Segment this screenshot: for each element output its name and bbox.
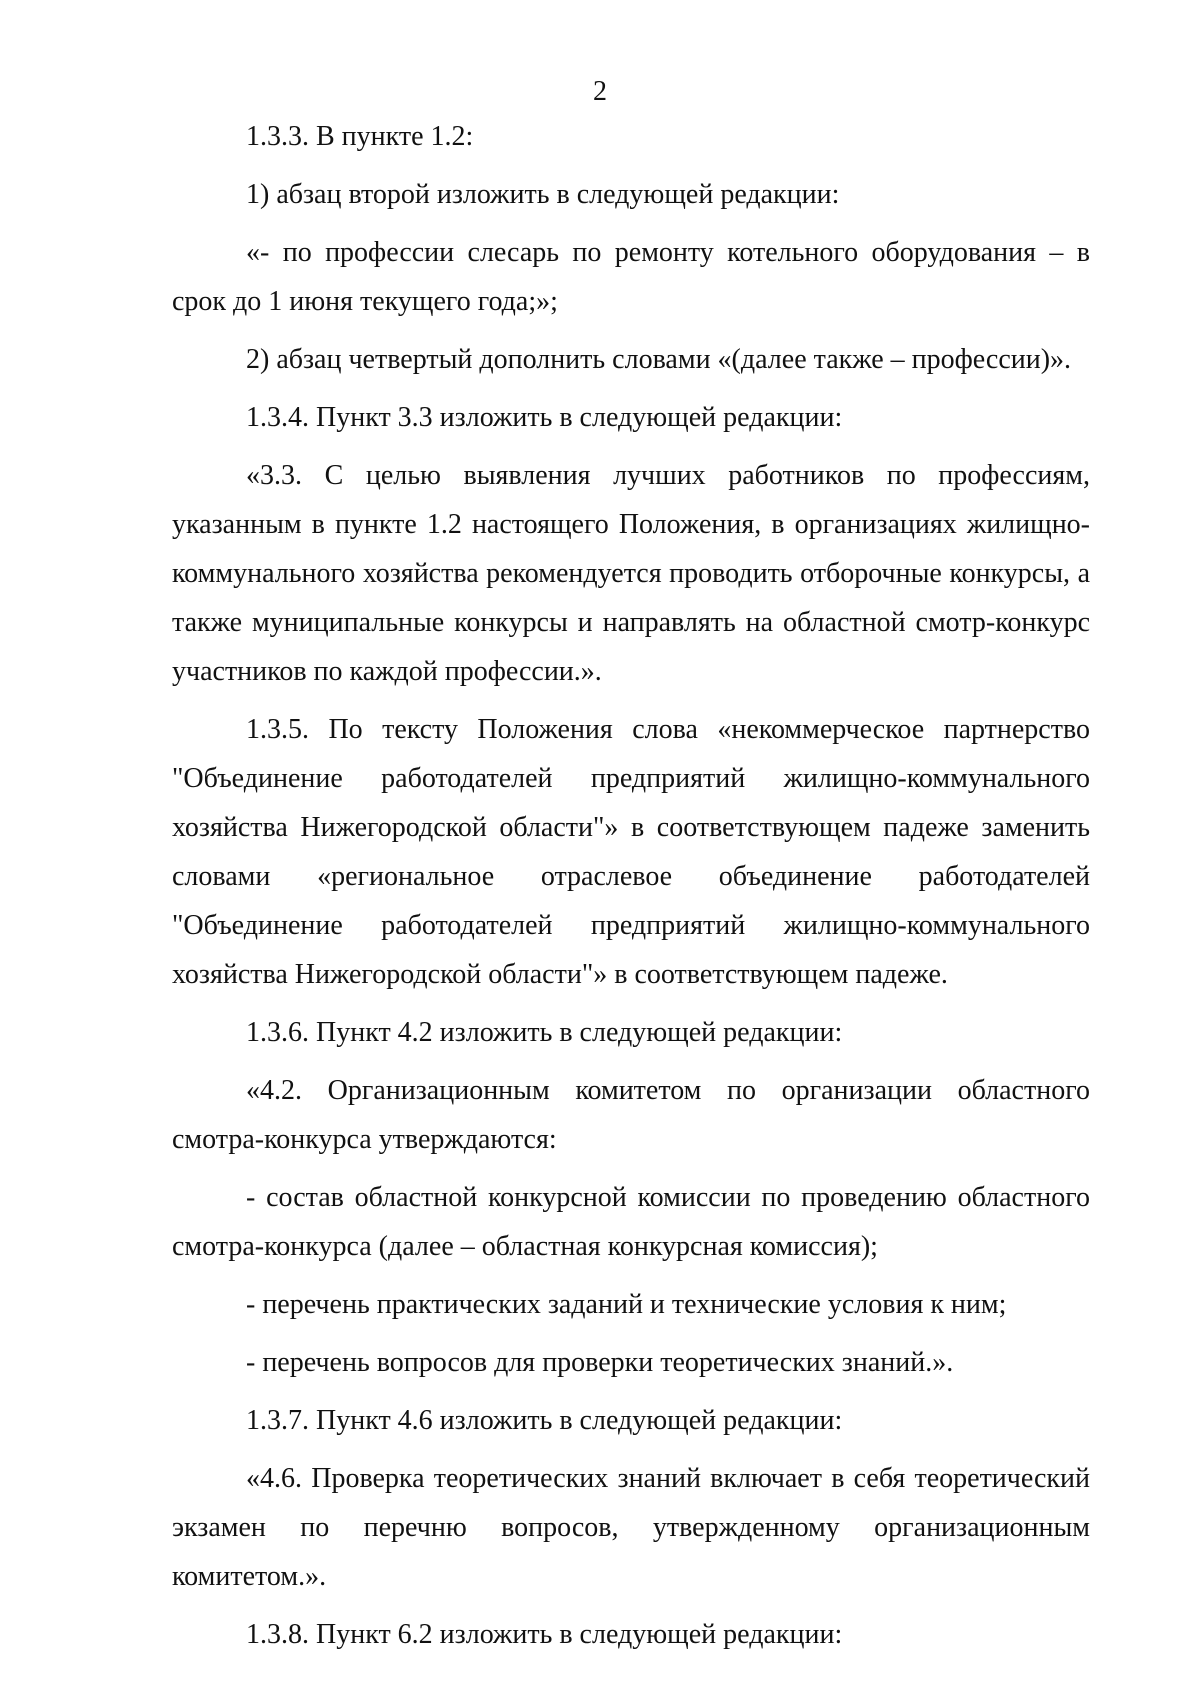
- paragraph-quote-4-2: «4.2. Организационным комитетом по организации областного смотра-конкурса утверждаются:: [172, 1075, 1090, 1155]
- paragraph-list-practical-tasks: - перечень практических заданий и технические условия к ним;: [246, 1289, 1007, 1320]
- paragraph-quote-3-3: «3.3. С целью выявления лучших работников по профессиям, указанным в пункте 1.2 настоящего Положения, в организациях жилищно-коммунального хозяйства рекомендуется проводить отборочные конкурсы, а также муниципальные конкурсы и направлять на областной смотр-конкурс участников по каждой профессии.».: [172, 460, 1090, 687]
- paragraph-1-3-3: 1.3.3. В пункте 1.2:: [246, 121, 474, 152]
- paragraph-item-1: 1) абзац второй изложить в следующей редакции:: [246, 179, 840, 210]
- paragraph-1-3-5: 1.3.5. По тексту Положения слова «некоммерческое партнерство "Объединение работодателей предприятий жилищно-коммунального хозяйства Нижегородской области"» в соответствующем падеже заменить словами «региональное отраслевое объединение работодателей "Объединение работодателей предприятий жилищно-коммунального хозяйства Нижегородской области"» в соответствующем падеже.: [172, 714, 1090, 990]
- paragraph-quote-4-6: «4.6. Проверка теоретических знаний включает в себя теоретический экзамен по перечню вопросов, утвержденному организационным комитетом.».: [172, 1463, 1090, 1592]
- paragraph-1-3-6: 1.3.6. Пункт 4.2 изложить в следующей редакции:: [246, 1017, 843, 1048]
- paragraph-1-3-8: 1.3.8. Пункт 6.2 изложить в следующей редакции:: [246, 1619, 843, 1650]
- paragraph-quote-slesar: «- по профессии слесарь по ремонту котельного оборудования – в срок до 1 июня текущего года;»;: [172, 237, 1090, 317]
- paragraph-list-composition: - состав областной конкурсной комиссии по проведению областного смотра-конкурса (далее – областная конкурсная комиссия);: [172, 1182, 1090, 1262]
- document-body: [172, 112, 1090, 1668]
- paragraph-list-questions: - перечень вопросов для проверки теоретических знаний.».: [246, 1347, 954, 1378]
- page-number: 2: [593, 76, 607, 107]
- paragraph-item-2: 2) абзац четвертый дополнить словами «(далее также – профессии)».: [246, 344, 1072, 375]
- paragraph-1-3-7: 1.3.7. Пункт 4.6 изложить в следующей редакции:: [246, 1405, 843, 1436]
- paragraph-1-3-4: 1.3.4. Пункт 3.3 изложить в следующей редакции:: [246, 402, 843, 433]
